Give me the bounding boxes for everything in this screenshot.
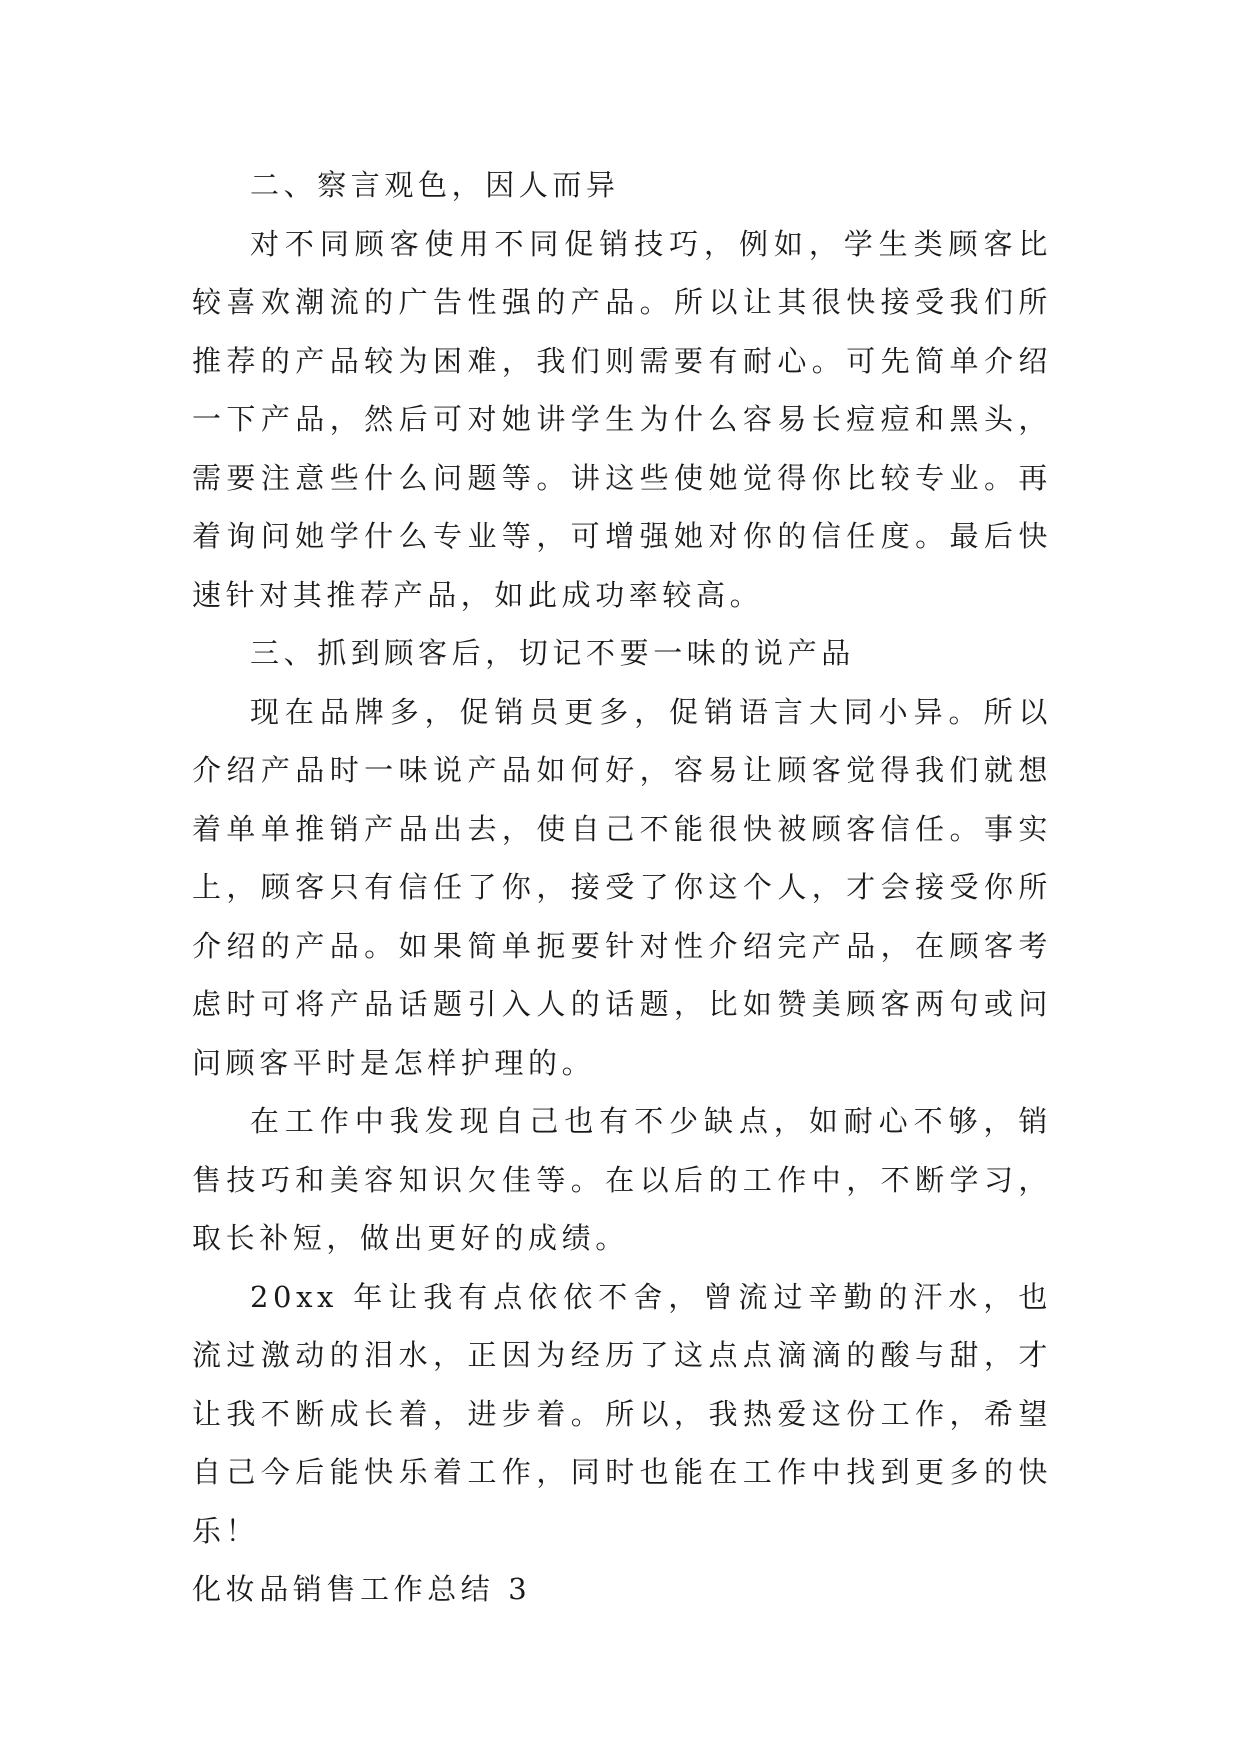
section-heading-3: 三、抓到顾客后，切记不要一味的说产品 <box>250 636 855 670</box>
document-body <box>192 156 1052 1619</box>
shortcomings-paragraph: 在工作中我发现自己也有不少缺点，如耐心不够，销售技巧和美容知识欠佳等。在以后的工作中，不断学习，取长补短，做出更好的成绩。 <box>192 1104 1052 1255</box>
closing-paragraph: 20xx 年让我有点依依不舍，曾流过辛勤的汗水，也流过激动的泪水，正因为经历了这点点滴滴的酸与甜，才让我不断成长着，进步着。所以，我热爱这份工作，希望自己今后能快乐着工作，同时也能在工作中找到更多的快乐！ <box>192 1279 1052 1548</box>
section-body-2: 对不同顾客使用不同促销技巧，例如，学生类顾客比较喜欢潮流的广告性强的产品。所以让其很快接受我们所推荐的产品较为困难，我们则需要有耐心。可先简单介绍一下产品，然后可对她讲学生为什么容易长痘痘和黑头，需要注意些什么问题等。讲这些使她觉得你比较专业。再着询问她学什么专业等，可增强她对你的信任度。最后快速针对其推荐产品，如此成功率较高。 <box>192 226 1052 612</box>
section-heading-2: 二、察言观色，因人而异 <box>250 168 620 202</box>
section-body-3: 现在品牌多，促销员更多，促销语言大同小异。所以介绍产品时一味说产品如何好，容易让顾客觉得我们就想着单单推销产品出去，使自己不能很快被顾客信任。事实上，顾客只有信任了你，接受了你这个人，才会接受你所介绍的产品。如果简单扼要针对性介绍完产品，在顾客考虑时可将产品话题引入人的话题，比如赞美顾客两句或问问顾客平时是怎样护理的。 <box>192 694 1052 1080</box>
next-document-title: 化妆品销售工作总结 3 <box>192 1572 532 1606</box>
